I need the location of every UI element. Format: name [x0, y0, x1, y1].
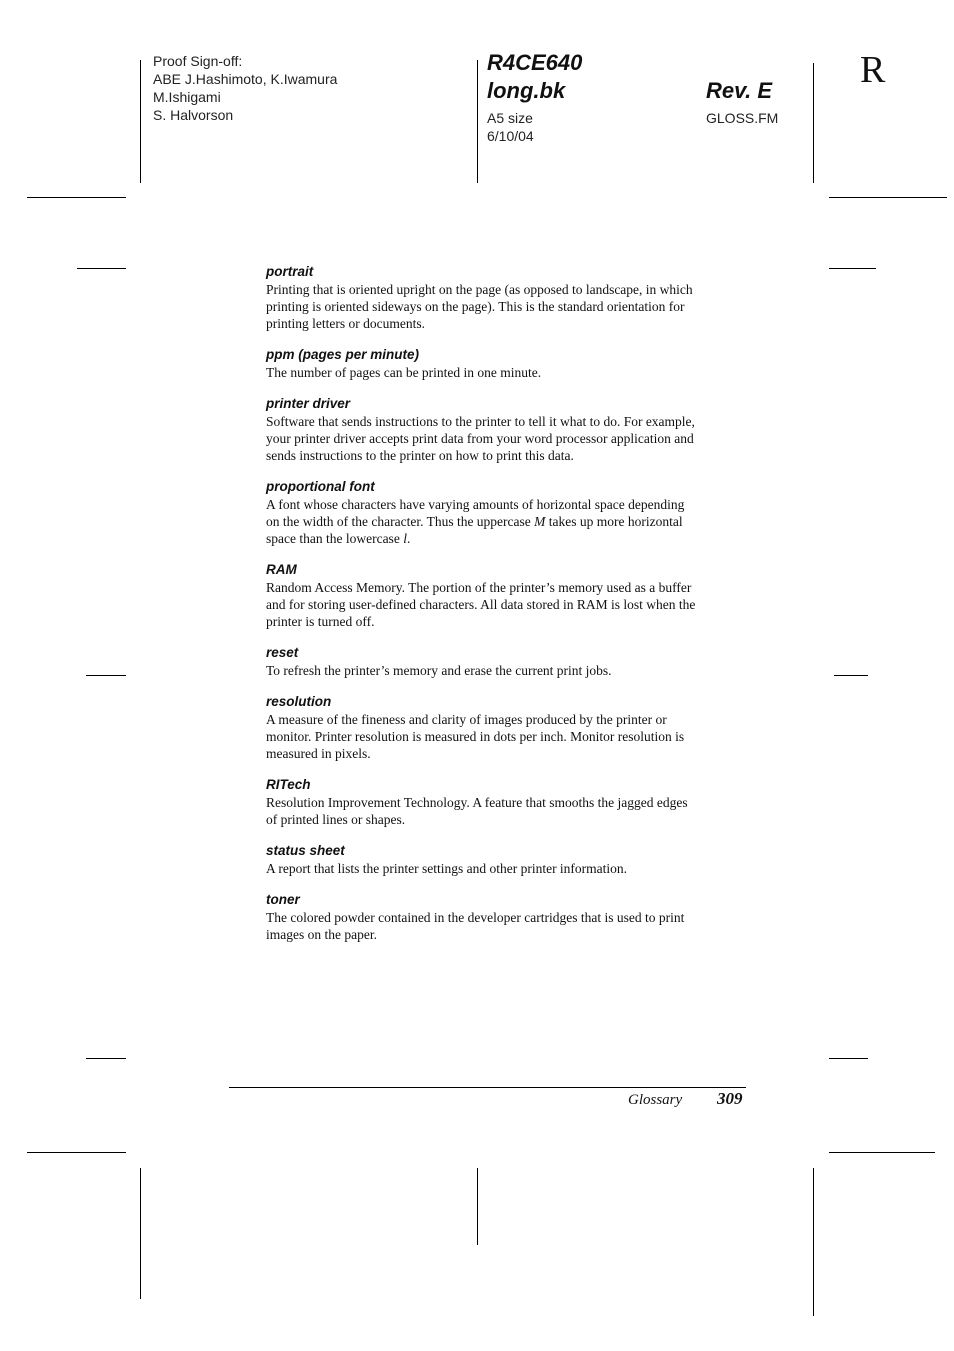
definition-emphasis: M [534, 514, 546, 529]
glossary-term: ppm (pages per minute) [266, 347, 420, 362]
glossary-entry [266, 395, 746, 464]
glossary-term: RITech [266, 777, 311, 792]
book-name: long.bk [487, 78, 566, 103]
glossary-definition: The colored powder contained in the developer cartridges that is used to print images on the paper. [266, 910, 685, 942]
divider [140, 1168, 141, 1299]
proof-line: ABE J.Hashimoto, K.Iwamura [153, 71, 338, 87]
glossary-entry [266, 693, 746, 762]
proof-signoff [153, 52, 337, 124]
glossary-term: status sheet [266, 843, 345, 858]
glossary-list [266, 263, 746, 957]
definition-text: A font whose characters have varying amounts of horizontal space depending on the width of the character. Thus the uppercase [266, 497, 685, 529]
glossary-definition: A measure of the fineness and clarity of images produced by the printer or monitor. Printer resolution is measured in dots per inch. Monitor resolution is measured in pixels. [266, 712, 685, 761]
glossary-definition: To refresh the printer’s memory and erase the current print jobs. [266, 663, 612, 678]
proof-line: Proof Sign-off: [153, 53, 243, 69]
page-number: 309 [717, 1089, 743, 1108]
glossary-entry [266, 478, 746, 547]
glossary-term: printer driver [266, 396, 351, 411]
file-name: GLOSS.FM [706, 110, 779, 126]
crop-mark [27, 1152, 126, 1153]
glossary-entry [266, 561, 746, 630]
glossary-entry [266, 644, 746, 679]
divider [477, 60, 478, 183]
definition-text: takes up more horizontal space than the lowercase [266, 514, 683, 546]
crop-mark [77, 268, 126, 269]
glossary-term: resolution [266, 694, 332, 709]
glossary-entry [266, 263, 746, 332]
glossary-entry [266, 842, 746, 877]
glossary-definition: Resolution Improvement Technology. A feature that smooths the jagged edges of printed lines or shapes. [266, 795, 688, 827]
crop-mark [829, 268, 876, 269]
crop-mark [86, 675, 126, 676]
divider [477, 1168, 478, 1245]
crop-mark [829, 197, 947, 198]
glossary-definition [266, 496, 746, 547]
glossary-definition: Printing that is oriented upright on the page (as opposed to landscape, in which printing is oriented sideways on the page). This is the standard orientation for printing letters or documents. [266, 282, 693, 331]
crop-mark [829, 1152, 935, 1153]
definition-emphasis: l [403, 531, 407, 546]
divider [140, 60, 141, 183]
footer-rule [229, 1087, 746, 1088]
glossary-term: toner [266, 892, 300, 907]
divider [813, 1168, 814, 1316]
proof-line: S. Halvorson [153, 107, 234, 123]
glossary-term: portrait [266, 264, 314, 279]
crop-mark [27, 197, 126, 198]
glossary-definition: The number of pages can be printed in one minute. [266, 365, 542, 380]
glossary-definition: Random Access Memory. The portion of the printer’s memory used as a buffer and for storing user-defined characters. All data stored in RAM is lost when the printer is turned off. [266, 580, 696, 629]
divider [813, 63, 814, 183]
glossary-entry [266, 776, 746, 828]
glossary-definition: A report that lists the printer settings and other printer information. [266, 861, 628, 876]
crop-mark [834, 675, 868, 676]
glossary-term: proportional font [266, 479, 375, 494]
glossary-definition: Software that sends instructions to the printer to tell it what to do. For example, your printer driver accepts print data from your word processor application and sends instructions to the printer on how to print this data. [266, 414, 695, 463]
doc-title [487, 49, 582, 105]
page-size: A5 size [487, 110, 533, 126]
glossary-entry [266, 346, 746, 381]
crop-mark [86, 1058, 126, 1059]
crop-mark [829, 1058, 868, 1059]
footer-section: Glossary [628, 1092, 683, 1108]
doc-code: R4CE640 [487, 50, 583, 75]
definition-text: . [406, 531, 411, 546]
glossary-entry [266, 891, 746, 943]
glossary-term: RAM [266, 562, 297, 577]
doc-date: 6/10/04 [487, 128, 534, 144]
proof-line: M.Ishigami [153, 89, 221, 105]
glossary-term: reset [266, 645, 299, 660]
revision: Rev. E [706, 78, 773, 103]
section-letter: R [860, 49, 886, 91]
